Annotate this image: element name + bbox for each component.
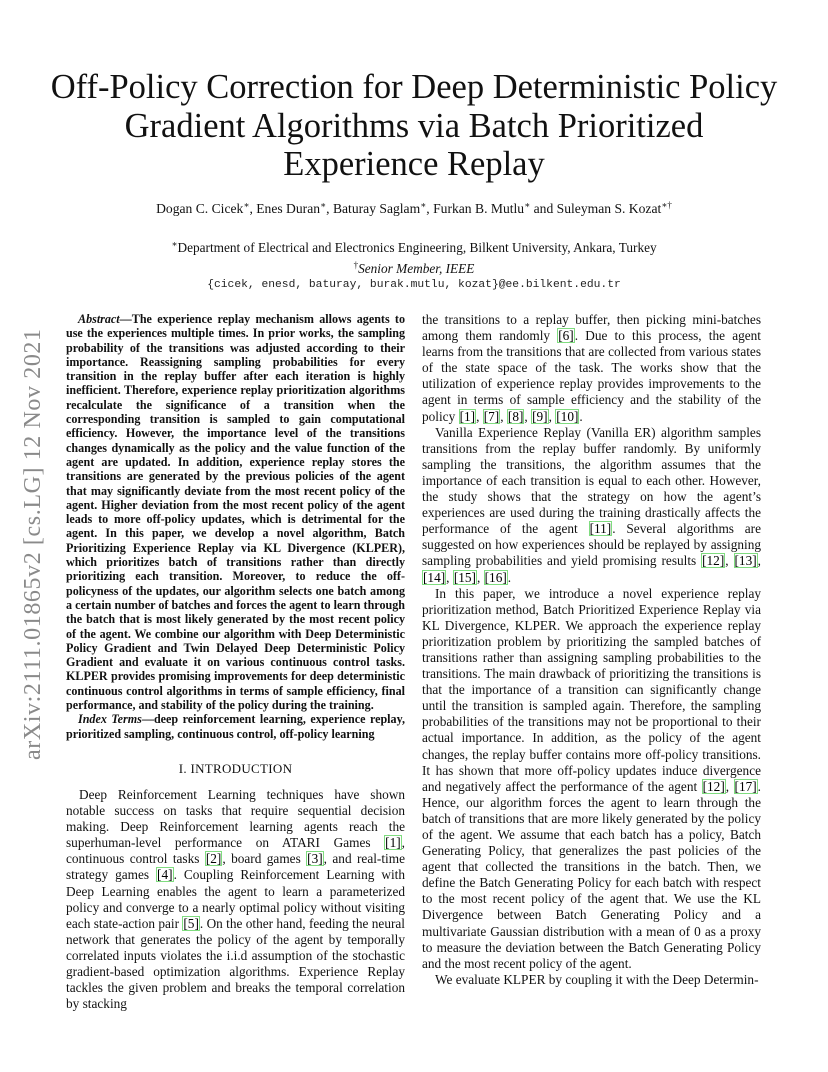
intro-paragraph-2	[422, 425, 761, 586]
department-text: Department of Electrical and Electronics Engineering, Bilkent University, Ankara, Turkey	[177, 240, 657, 255]
affiliation-mark: ∗	[320, 200, 327, 210]
body-text: ,	[757, 553, 761, 569]
citation-link[interactable]: [12]	[702, 778, 725, 794]
author-name: Enes Duran	[256, 201, 321, 216]
senior-member-line	[0, 257, 828, 278]
index-terms-text: —deep reinforcement learning, experience replay, prioritized sampling, continuous control, off-policy learning	[66, 712, 405, 741]
body-text: ,	[476, 569, 484, 585]
body-text: ,	[476, 408, 483, 424]
body-text: . Coupling Reinforcement Learning with Deep Learning enables the agent to learn a parameterized policy and converge to a nearly optimal policy without visiting each state-action pair	[66, 867, 405, 931]
affiliation-mark: ∗	[171, 239, 178, 249]
body-text: Vanilla Experience Replay (Vanilla ER) algorithm samples transitions from the replay buffer randomly. By uniformly sampling the transitions, the algorithm assumes that the importance of each transition is equal to each other. However, the study shows that the strategy on how the agent’s experiences are used during the training drastically affects the performance of the agent	[422, 424, 761, 537]
citation-link[interactable]: [10]	[556, 408, 579, 424]
author-name: Baturay Saglam	[332, 201, 421, 216]
senior-member-text: Senior Member, IEEE	[358, 260, 475, 276]
intro-paragraph-1	[66, 787, 405, 1012]
body-text: ,	[548, 408, 556, 424]
citation-link[interactable]: [17]	[734, 778, 757, 794]
affiliation-mark: ∗	[420, 200, 427, 210]
author-name: Suleyman S. Kozat	[556, 201, 662, 216]
citation-link[interactable]: [1]	[459, 408, 476, 424]
body-text: . Hence, our algorithm forces the agent to learn through the batch of transitions that are more likely generated by the policy of the agent. We assume that each batch has a policy, Batch Generating Policy, that generalizes the past policies of the agent that collected the transitions in the batch. Then, we define the Batch Generating Policy for each batch with respect to the most recent policy of the agent that. We use the KL Divergence between Batch Generating Policy and a multivariate Gaussian distribution with a mean of 0 as a proxy to measure the deviation between the Batch Generating Policy and the most recent policy of the agent.	[422, 778, 761, 971]
body-text: We evaluate KLPER by coupling it with the Deep Determin-	[435, 971, 759, 987]
intro-paragraph-continued	[422, 312, 761, 425]
abstract-label: Abstract	[78, 312, 120, 326]
title-line-1: Off-Policy Correction for Deep Deterministic Policy	[50, 68, 778, 106]
body-text: . Due to this process, the agent learns from the transitions that are collected from various states of the state space of the task. The works show that the utilization of experience replay provides improvements to the agent in terms of sample efficiency and the stability of the policy	[422, 328, 761, 424]
citation-link[interactable]: [7]	[483, 408, 500, 424]
title-line-2: Gradient Algorithms via Batch Prioritized	[124, 106, 704, 145]
arxiv-identifier-stamp: arXiv:2111.01865v2 [cs.LG] 12 Nov 2021	[20, 328, 46, 760]
author-name: Dogan C. Cicek	[156, 201, 244, 216]
citation-link[interactable]: [14]	[423, 569, 446, 585]
section-heading-introduction	[66, 761, 405, 777]
body-text: , and real-time strategy games	[66, 851, 405, 883]
citation-link[interactable]: [3]	[307, 851, 323, 867]
body-text: .	[579, 408, 583, 424]
author-separator: ,	[326, 201, 333, 216]
body-text: Deep Reinforcement Learning techniques have shown notable success on tasks that require sequential decision making. Deep Reinforcement learning agents reach the superhuman-level performance on ATARI Games	[66, 787, 405, 851]
body-text: , continuous control tasks	[66, 835, 405, 867]
affiliation-block	[0, 236, 828, 294]
affiliation-mark: †	[353, 259, 359, 270]
intro-paragraph-4	[422, 972, 761, 988]
paper-title	[40, 68, 788, 184]
citation-link[interactable]: [12]	[702, 553, 725, 569]
body-text: . Several algorithms are suggested on how experiences should be replayed by assigning sampling probabilities and yield promising results	[422, 521, 762, 569]
body-text: In this paper, we introduce a novel experience replay prioritization method, Batch Prioritized Experience Replay via KL Divergence, KLPER. We approach the experience replay prioritization problem by prioritizing the sampled batches of transitions rather than assigning sampling probabilities to the transitions. The main drawback of prioritizing the transitions is that the importance of a transition can significantly change until the transition is sampled again. Therefore, the sampling probabilities of the transitions may not be proportional to their actual importance. In addition, as the policy of the agent changes, the replay buffer contains more off-policy transitions. It has shown that more off-policy updates induce divergence and negatively affect the performance of the agent	[422, 585, 761, 794]
body-text: ,	[725, 778, 734, 794]
intro-paragraph-3	[422, 586, 761, 972]
body-text: . On the other hand, feeding the neural network that generates the policy of the agent by temporally correlated inputs violates the i.i.d assumption of the stochastic gradient-based optimization algorithms. Experience Replay tackles the given problem and breaks the temporal correlation by stacking	[66, 915, 405, 1012]
body-text: , board games	[222, 851, 307, 867]
body-text: ,	[524, 408, 532, 424]
body-text: .	[507, 569, 512, 585]
index-terms-label: Index Terms	[78, 712, 142, 727]
citation-link[interactable]: [6]	[558, 328, 574, 344]
abstract-text: —The experience replay mechanism allows agents to use the experiences multiple times. In prior works, the sampling probability of the transitions was adjusted according to their importance. Reassigning sampling probabilities for every transition in the replay buffer after each iteration is highly inefficient. Therefore, experience replay prioritization algorithms recalculate the significance of a transition when the corresponding transition is sampled to gain computational efficiency. However, the importance level of the transitions changes dynamically as the policy and the value function of the agent are updated. In addition, experience replay stores the transitions are generated by the previous policies of the agent that may significantly deviate from the most recent policy of the agent. Higher deviation from the most recent policy of the agent leads to more off-policy updates, which is detrimental for the agent. In this paper, we develop a novel algorithm, Batch Prioritizing Experience Replay via KL Divergence (KLPER), which prioritizes batch of transitions rather than directly prioritizing each transition. Moreover, to reduce the off-policyness of the updates, our algorithm selects one batch among a certain number of batches and forces the agent to learn through the batch that is most likely generated by the most recent policy of the agent. We combine our algorithm with Deep Deterministic Policy Gradient and Twin Delayed Deep Deterministic Policy Gradient and evaluate it on various continuous control tasks. KLPER provides promising improvements for deep deterministic continuous control algorithms in terms of sample efficiency, final performance, and stability of the policy during the training.	[66, 312, 405, 713]
author-separator: ,	[426, 201, 434, 216]
author-list	[0, 200, 828, 217]
author-separator: ,	[249, 201, 257, 216]
index-terms	[66, 712, 405, 741]
citation-link[interactable]: [8]	[507, 408, 524, 424]
section-title-initial: I	[190, 760, 196, 776]
body-text: ,	[725, 553, 734, 569]
right-column	[422, 312, 761, 988]
section-number: I.	[178, 760, 191, 776]
title-line-3: Experience Replay	[283, 145, 545, 183]
author-name: Furkan B. Mutlu	[433, 201, 525, 216]
affiliation-mark: ∗†	[661, 200, 672, 210]
department-line	[0, 236, 828, 257]
citation-link[interactable]: [9]	[532, 408, 548, 424]
citation-link[interactable]: [16]	[484, 569, 507, 585]
email-line: {cicek, enesd, baturay, burak.mutlu, kozat}@ee.bilkent.edu.tr	[207, 279, 621, 291]
citation-link[interactable]: [5]	[183, 915, 199, 931]
affiliation-mark: ∗	[524, 200, 531, 210]
citation-link[interactable]: [2]	[205, 851, 222, 867]
author-conjunction: and	[530, 201, 557, 216]
citation-link[interactable]: [11]	[589, 521, 612, 537]
citation-link[interactable]: [1]	[385, 835, 401, 851]
citation-link[interactable]: [13]	[734, 553, 757, 569]
abstract	[66, 312, 405, 712]
citation-link[interactable]: [4]	[157, 867, 173, 883]
body-text: ,	[446, 569, 453, 585]
body-text: the transitions to a replay buffer, then picking mini-batches among them randomly	[422, 312, 761, 344]
section-title-rest: NTRODUCTION	[195, 760, 293, 776]
affiliation-mark: ∗	[243, 200, 250, 210]
citation-link[interactable]: [15]	[453, 569, 476, 585]
body-text: ,	[500, 408, 507, 424]
left-column	[66, 312, 405, 1012]
